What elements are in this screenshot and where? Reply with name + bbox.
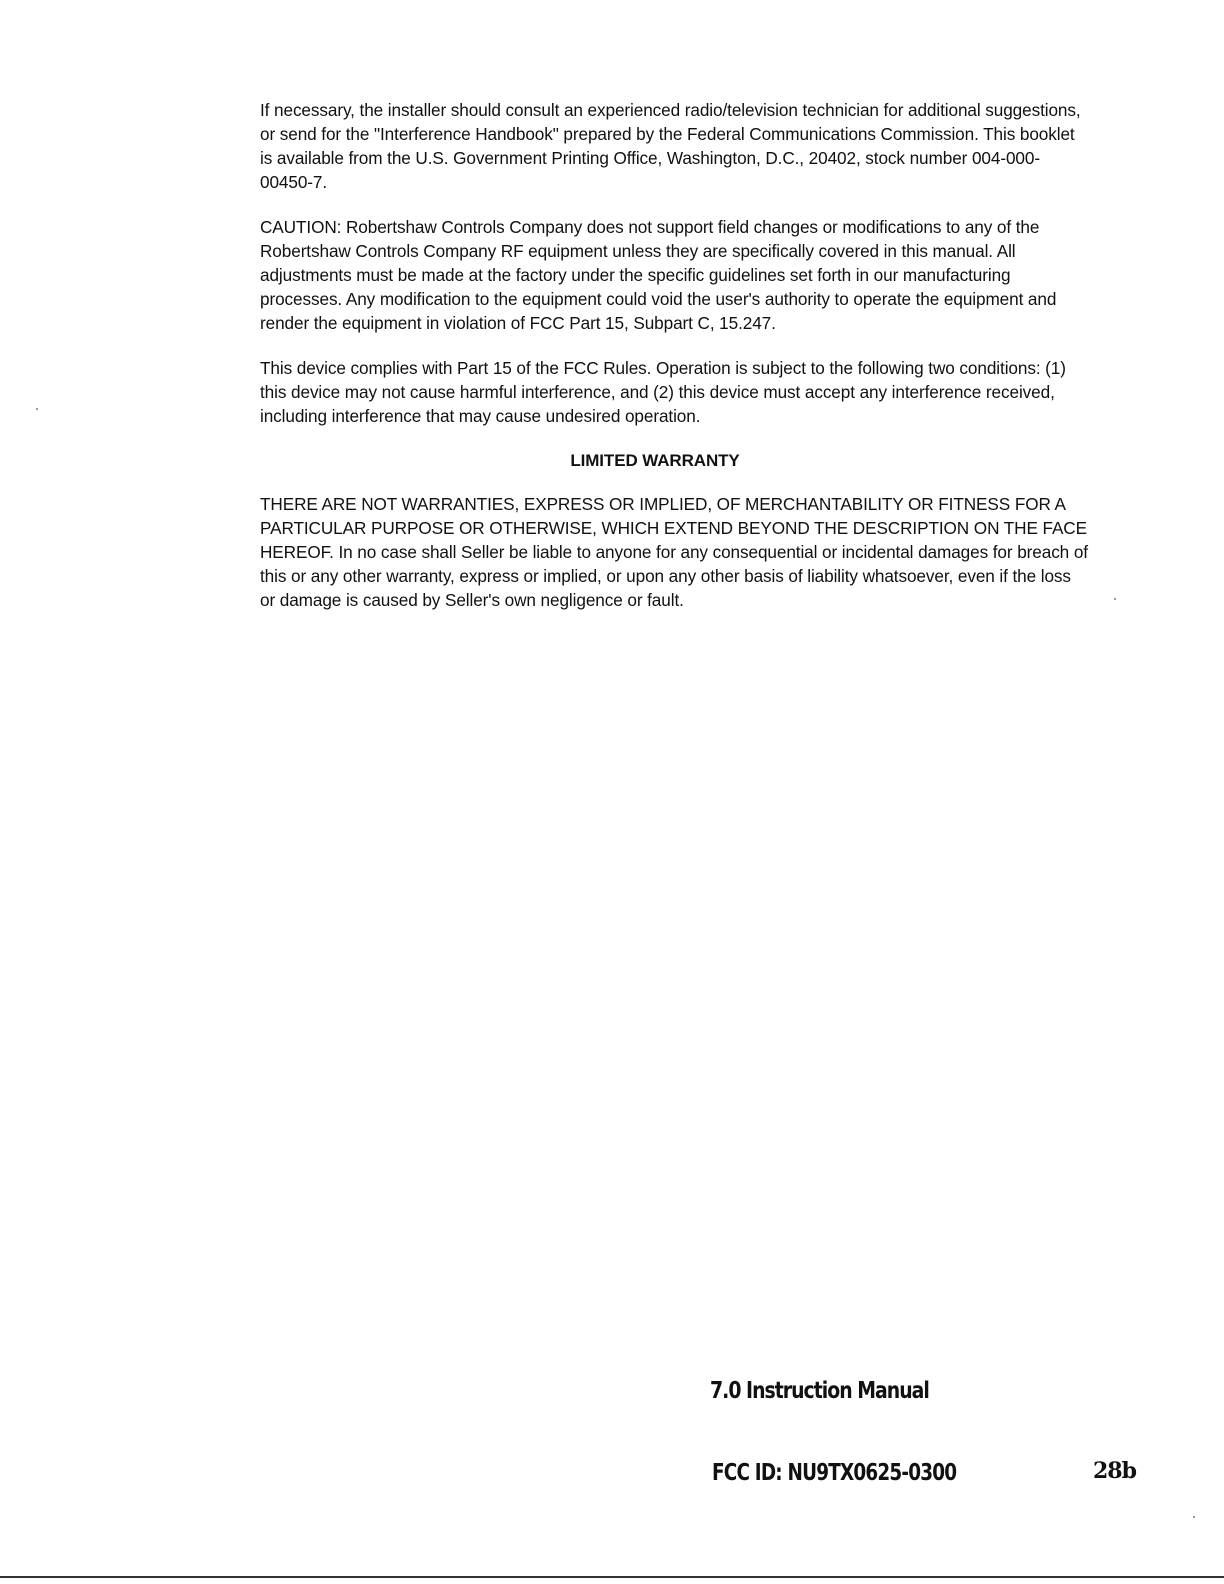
fcc-compliance-paragraph: This device complies with Part 15 of the FCC Rules. Operation is subject to the following two conditions: (1) this device may not cause harmful interference, and (2) this device must accept any interference received, including interference that may cause undesired operation. xyxy=(260,358,1066,426)
caution-paragraph: CAUTION: Robertshaw Controls Company does not support field changes or modifications to any of the Robertshaw Controls Company RF equipment unless they are specifically covered in this manual. All adjustments must be made at the factory under the specific guidelines set forth in our manufacturing processes. Any modification to the equipment could void the user's authority to operate the equipment and render the equipment in violation of FCC Part 15, Subpart C, 15.247. xyxy=(260,217,1057,333)
section-title: 7.0 Instruction Manual xyxy=(710,1378,929,1404)
bottom-rule xyxy=(0,1576,1224,1578)
fcc-id: FCC ID: NU9TX0625-0300 xyxy=(712,1460,957,1486)
scan-speck xyxy=(36,408,38,410)
interference-paragraph: If necessary, the installer should consult an experienced radio/television technician for additional suggestions, or send for the "Interference Handbook" prepared by the Federal Communications Commission. This booklet is available from the U.S. Government Printing Office, Washington, D.C., 20402, stock number 004-000-00450-7. xyxy=(260,100,1081,192)
document-body xyxy=(260,98,1090,633)
warranty-heading: LIMITED WARRANTY xyxy=(570,451,740,470)
page-number: 28b xyxy=(1093,1458,1136,1484)
warranty-paragraph: THERE ARE NOT WARRANTIES, EXPRESS OR IMPLIED, OF MERCHANTABILITY OR FITNESS FOR A PARTICULAR PURPOSE OR OTHERWISE, WHICH EXTEND BEYOND THE DESCRIPTION ON THE FACE HEREOF. In no case shall Seller be liable to anyone for any consequential or incidental damages for breach of this or any other warranty, express or implied, or upon any other basis of liability whatsoever, even if the loss or damage is caused by Seller's own negligence or fault. xyxy=(260,494,1088,610)
scan-speck xyxy=(1114,598,1116,600)
scan-speck xyxy=(1193,1516,1195,1518)
